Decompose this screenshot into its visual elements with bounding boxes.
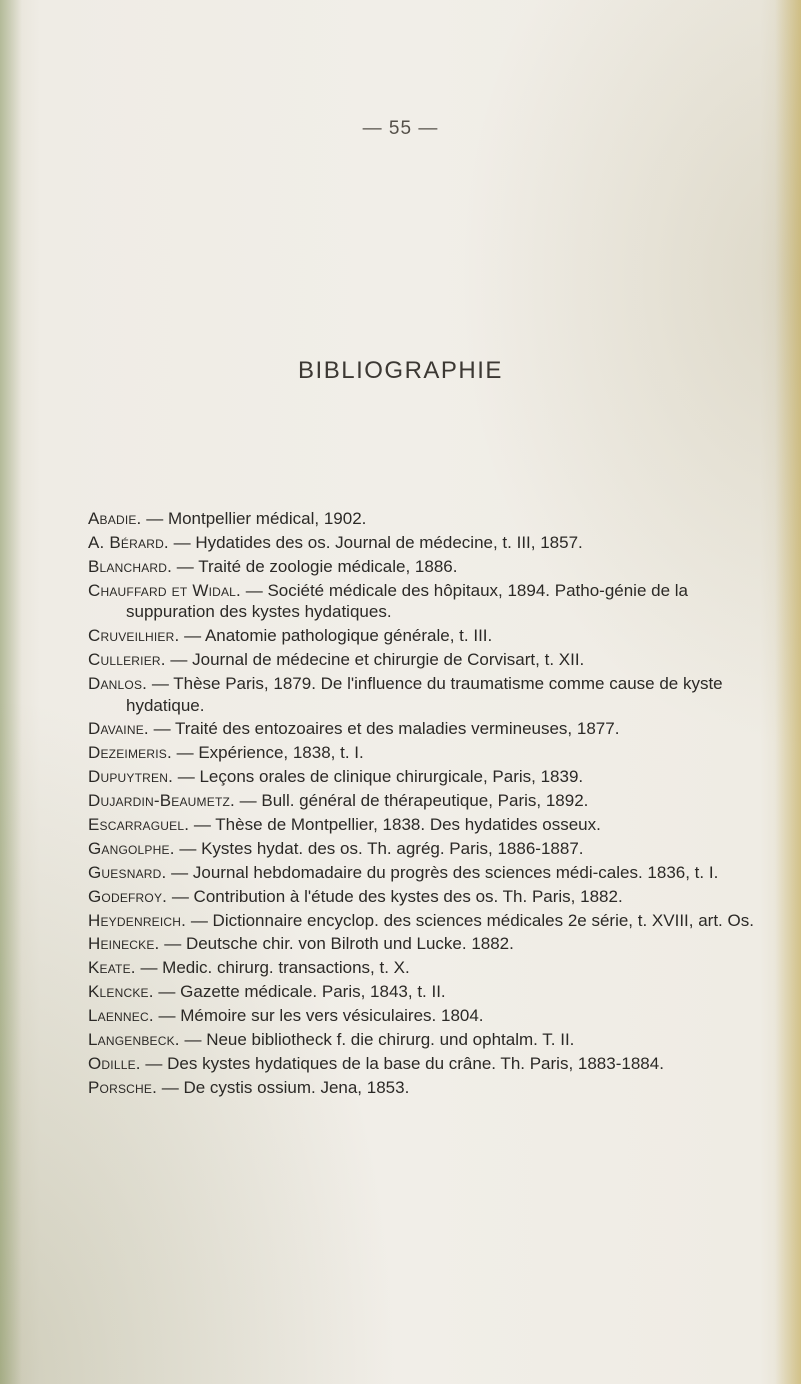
entry-text: Neue bibliotheck f. die chirurg. und ophtalm. T. II.	[206, 1030, 575, 1049]
entry-text: Société médicale des hôpitaux, 1894. Patho-génie de la suppuration des kystes hydatiques.	[126, 580, 689, 622]
entry-author: Heydenreich.	[88, 910, 187, 930]
bibliography-entry: Dezeimeris. — Expérience, 1838, t. I.	[88, 743, 364, 763]
entry-text: Dictionnaire encyclop. des sciences médicales 2e série, t. XVIII, art. Os.	[212, 910, 754, 930]
bibliography-entry: Blanchard. — Traité de zoologie médicale, 1886.	[88, 556, 458, 576]
bibliography-entry: Cruveilhier. — Anatomie pathologique générale, t. III.	[88, 626, 493, 646]
bibliography-entry: Klencke. — Gazette médicale. Paris, 1843, t. II.	[88, 982, 446, 1002]
bibliography-entry: Guesnard. — Journal hebdomadaire du progrès des sciences médi-cales. 1836, t. I.	[88, 862, 719, 882]
entry-text: Anatomie pathologique générale, t. III.	[204, 626, 493, 646]
entry-author: Porsche.	[88, 1077, 158, 1097]
bibliography-entry: Dupuytren. — Leçons orales de clinique chirurgicale, Paris, 1839.	[88, 767, 584, 787]
entry-author: Gangolphe.	[88, 838, 175, 858]
entry-text: Bull. général de thérapeutique, Paris, 1892.	[261, 791, 589, 811]
bibliography-entry: Gangolphe. — Kystes hydat. des os. Th. agrég. Paris, 1886-1887.	[88, 838, 584, 858]
bibliography-entry: Laennec. — Mémoire sur les vers vésiculaires. 1804.	[88, 1006, 484, 1026]
entry-text: Leçons orales de clinique chirurgicale, Paris, 1839.	[199, 767, 584, 787]
entry-text: Kystes hydat. des os. Th. agrég. Paris, 1886-1887.	[201, 838, 584, 858]
bibliography-entry: Godefroy. — Contribution à l'étude des kystes des os. Th. Paris, 1882.	[88, 886, 623, 906]
bibliography-entry: A. Bérard. — Hydatides des os. Journal de médecine, t. III, 1857.	[88, 532, 583, 552]
entry-text: De cystis ossium. Jena, 1853.	[183, 1077, 410, 1097]
entry-author: Cullerier.	[88, 650, 166, 670]
bibliography-entry: Dujardin-Beaumetz. — Bull. général de thérapeutique, Paris, 1892.	[88, 791, 589, 811]
bibliography-entry: Heydenreich. — Dictionnaire encyclop. des sciences médicales 2e série, t. XVIII, art. Os.	[88, 910, 754, 930]
bibliography-entry: Cullerier. — Journal de médecine et chirurgie de Corvisart, t. XII.	[88, 650, 585, 670]
bibliography-entry: Keate. — Medic. chirurg. transactions, t. X.	[88, 958, 410, 978]
entry-text: Medic. chirurg. transactions, t. X.	[162, 958, 410, 978]
entry-author: Langenbeck.	[88, 1030, 180, 1049]
bibliography-entry: Davaine. — Traité des entozoaires et des maladies vermineuses, 1877.	[88, 719, 620, 739]
entry-author: Godefroy.	[88, 886, 168, 906]
bibliography-entry: Langenbeck. — Neue bibliotheck f. die chirurg. und ophtalm. T. II.	[88, 1030, 575, 1049]
entry-author: Dezeimeris.	[88, 743, 172, 763]
bibliography-entry: Danlos. — Thèse Paris, 1879. De l'influence du traumatisme comme cause de kyste hydatique.	[88, 673, 723, 715]
entry-author: Davaine.	[88, 719, 149, 739]
entry-author: Blanchard.	[88, 556, 173, 576]
entry-text: Thèse Paris, 1879. De l'influence du traumatisme comme cause de kyste hydatique.	[126, 673, 723, 715]
entry-author: Cruveilhier.	[88, 626, 180, 646]
entry-text: Deutsche chir. von Bilroth und Lucke. 1882.	[185, 934, 514, 954]
entry-author: Chauffard et Widal.	[88, 580, 241, 600]
entry-author: Escarraguel.	[88, 814, 190, 834]
page-edge-shadow-left	[0, 0, 22, 1384]
entry-text: Expérience, 1838, t. I.	[198, 743, 364, 763]
bibliography-entry: Chauffard et Widal. — Société médicale des hôpitaux, 1894. Patho-génie de la suppuration des kystes hydatiques.	[88, 580, 689, 622]
page-number: — 55 —	[362, 118, 439, 139]
entry-text: Journal hebdomadaire du progrès des sciences médi-cales. 1836, t. I.	[192, 862, 719, 882]
entry-text: Hydatides des os. Journal de médecine, t. III, 1857.	[195, 532, 583, 552]
entry-text: Contribution à l'étude des kystes des os. Th. Paris, 1882.	[193, 886, 623, 906]
bibliography-entry: Porsche. — De cystis ossium. Jena, 1853.	[88, 1077, 410, 1097]
entry-author: Dujardin-Beaumetz.	[88, 791, 235, 811]
bibliography-entry: Escarraguel. — Thèse de Montpellier, 1838. Des hydatides osseux.	[88, 814, 601, 834]
entry-author: Danlos.	[88, 673, 148, 693]
bibliography-entry: Odille. — Des kystes hydatiques de la base du crâne. Th. Paris, 1883-1884.	[88, 1053, 664, 1073]
entry-author: Guesnard.	[88, 862, 167, 882]
entry-text: Gazette médicale. Paris, 1843, t. II.	[180, 982, 446, 1002]
entry-author: Heinecke.	[88, 934, 160, 954]
page-title: BIBLIOGRAPHIE	[298, 357, 503, 384]
entry-text: Des kystes hydatiques de la base du crâne. Th. Paris, 1883-1884.	[167, 1053, 664, 1073]
entry-text: Mémoire sur les vers vésiculaires. 1804.	[180, 1006, 484, 1026]
entry-author: Klencke.	[88, 982, 154, 1002]
entry-author: Abadie.	[88, 509, 142, 528]
entry-text: Traité de zoologie médicale, 1886.	[198, 556, 458, 576]
entry-author: A. Bérard.	[88, 532, 169, 552]
entry-author: Laennec.	[88, 1006, 154, 1026]
entry-author: Dupuytren.	[88, 767, 174, 787]
entry-text: Montpellier médical, 1902.	[167, 509, 367, 528]
bibliography-entry: Heinecke. — Deutsche chir. von Bilroth und Lucke. 1882.	[88, 934, 514, 954]
entry-author: Keate.	[88, 958, 136, 978]
entry-author: Odille.	[88, 1053, 141, 1073]
bibliography-list	[88, 508, 758, 1101]
entry-text: Thèse de Montpellier, 1838. Des hydatides osseux.	[215, 814, 601, 834]
entry-text: Traité des entozoaires et des maladies vermineuses, 1877.	[174, 719, 620, 739]
bibliography-entry: Abadie. — Montpellier médical, 1902.	[88, 509, 367, 528]
page-edge-shadow-right	[775, 0, 801, 1384]
entry-text: Journal de médecine et chirurgie de Corvisart, t. XII.	[192, 650, 585, 670]
